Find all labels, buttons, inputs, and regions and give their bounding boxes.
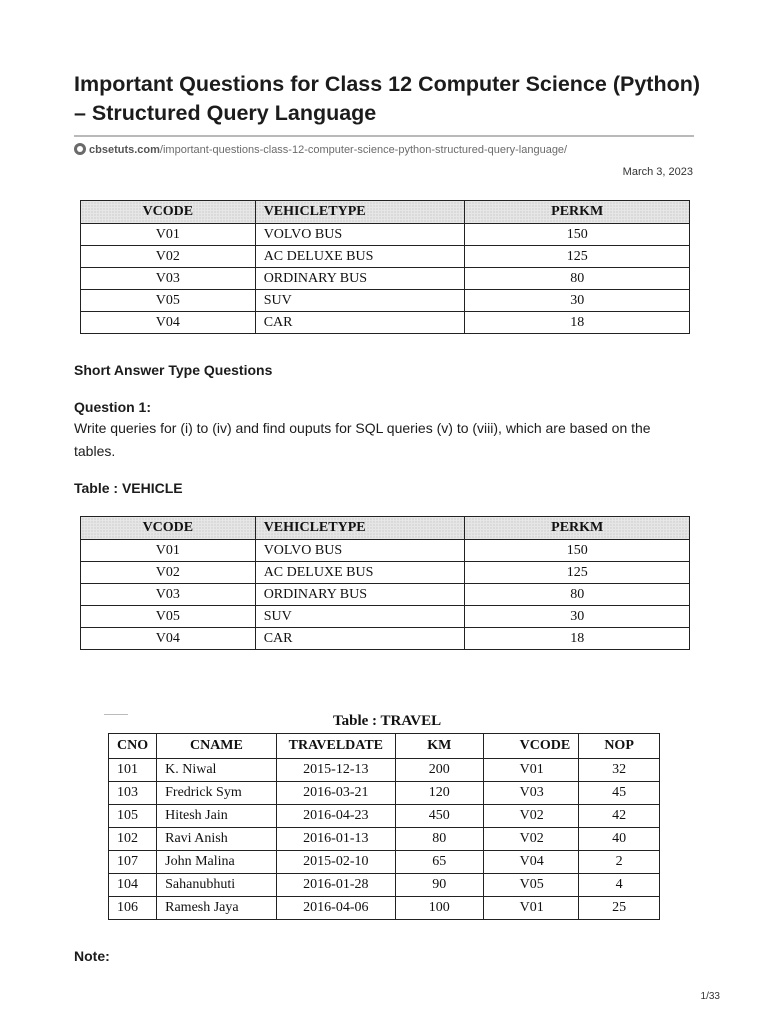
table-row xyxy=(109,874,660,897)
table-cell: 45 xyxy=(579,782,660,805)
table-cell: 2016-01-13 xyxy=(276,828,395,851)
table-cell: 101 xyxy=(109,759,157,782)
table-cell: VOLVO BUS xyxy=(255,224,465,246)
table-cell: 120 xyxy=(395,782,483,805)
table-cell: 125 xyxy=(465,246,690,268)
table-cell: 102 xyxy=(109,828,157,851)
scan-artifact xyxy=(104,714,128,715)
table-cell: 200 xyxy=(395,759,483,782)
source-domain[interactable]: cbsetuts.com xyxy=(89,144,160,156)
publish-date: March 3, 2023 xyxy=(622,166,693,178)
table-cell: ORDINARY BUS xyxy=(255,584,465,606)
table-cell: John Malina xyxy=(157,851,277,874)
note-label: Note: xyxy=(74,948,110,964)
table-cell: V02 xyxy=(483,805,579,828)
column-header: VEHICLETYPE xyxy=(255,517,465,540)
table-row xyxy=(81,540,690,562)
table-cell: 80 xyxy=(465,584,690,606)
table-cell: CAR xyxy=(255,628,465,650)
table-cell: VOLVO BUS xyxy=(255,540,465,562)
table-cell: AC DELUXE BUS xyxy=(255,562,465,584)
source-url[interactable] xyxy=(74,143,567,156)
table-cell: 30 xyxy=(465,290,690,312)
table-cell: 107 xyxy=(109,851,157,874)
table-cell: 450 xyxy=(395,805,483,828)
table-cell: 150 xyxy=(465,540,690,562)
table-cell: 30 xyxy=(465,606,690,628)
table-cell: V03 xyxy=(81,268,256,290)
travel-table-caption: Table : TRAVEL xyxy=(333,713,442,729)
table-cell: V01 xyxy=(81,224,256,246)
title-divider xyxy=(74,135,694,137)
table-cell: ORDINARY BUS xyxy=(255,268,465,290)
table-header-row xyxy=(109,734,660,759)
table-cell: 125 xyxy=(465,562,690,584)
table-cell: V04 xyxy=(483,851,579,874)
table-cell: 18 xyxy=(465,312,690,334)
table-row xyxy=(109,897,660,920)
table-header-row xyxy=(81,517,690,540)
table-cell: 100 xyxy=(395,897,483,920)
table-cell: V02 xyxy=(81,562,256,584)
table-cell: 2015-02-10 xyxy=(276,851,395,874)
table-cell: 2016-04-23 xyxy=(276,805,395,828)
table-cell: Ravi Anish xyxy=(157,828,277,851)
table-row xyxy=(81,224,690,246)
table-cell: 106 xyxy=(109,897,157,920)
table-cell: 80 xyxy=(395,828,483,851)
table-cell: Ramesh Jaya xyxy=(157,897,277,920)
column-header: VCODE xyxy=(81,517,256,540)
table-cell: V05 xyxy=(81,290,256,312)
column-header: CNAME xyxy=(157,734,277,759)
table-cell: 105 xyxy=(109,805,157,828)
table-cell: V01 xyxy=(483,897,579,920)
table-row xyxy=(109,782,660,805)
vehicle-table-top xyxy=(80,200,690,334)
table-cell: V02 xyxy=(81,246,256,268)
table-header-row xyxy=(81,201,690,224)
table-cell: V01 xyxy=(483,759,579,782)
table-row xyxy=(109,759,660,782)
table-row xyxy=(81,312,690,334)
column-header: VCODE xyxy=(81,201,256,224)
column-header: VEHICLETYPE xyxy=(255,201,465,224)
column-header: CNO xyxy=(109,734,157,759)
table-row xyxy=(81,606,690,628)
vehicle-table xyxy=(80,516,690,650)
table-cell: K. Niwal xyxy=(157,759,277,782)
table-cell: 65 xyxy=(395,851,483,874)
table-cell: V05 xyxy=(483,874,579,897)
table-row xyxy=(81,268,690,290)
table-row xyxy=(109,851,660,874)
table-cell: 2015-12-13 xyxy=(276,759,395,782)
table-cell: V05 xyxy=(81,606,256,628)
column-header: KM xyxy=(395,734,483,759)
table-cell: 40 xyxy=(579,828,660,851)
question-text: Write queries for (i) to (iv) and find ouputs for SQL queries (v) to (viii), which are based on the tables. xyxy=(74,420,651,459)
table-row xyxy=(81,584,690,606)
page-number: 1/33 xyxy=(700,991,720,1002)
table-cell: V02 xyxy=(483,828,579,851)
table-cell: 80 xyxy=(465,268,690,290)
table-cell: V03 xyxy=(81,584,256,606)
table-cell: 2016-01-28 xyxy=(276,874,395,897)
table-cell: Sahanubhuti xyxy=(157,874,277,897)
table-cell: Hitesh Jain xyxy=(157,805,277,828)
table-cell: 103 xyxy=(109,782,157,805)
column-header: PERKM xyxy=(465,201,690,224)
table-cell: 150 xyxy=(465,224,690,246)
column-header: TRAVELDATE xyxy=(276,734,395,759)
column-header: PERKM xyxy=(465,517,690,540)
table-cell: 32 xyxy=(579,759,660,782)
source-path[interactable]: /important-questions-class-12-computer-science-python-structured-query-language/ xyxy=(159,144,568,156)
table-row xyxy=(81,628,690,650)
table-cell: 2016-04-06 xyxy=(276,897,395,920)
table-cell: 42 xyxy=(579,805,660,828)
table-cell: V01 xyxy=(81,540,256,562)
table-cell: V03 xyxy=(483,782,579,805)
table-row xyxy=(109,805,660,828)
table-cell: V04 xyxy=(81,628,256,650)
table-row xyxy=(81,290,690,312)
table-cell: 2 xyxy=(579,851,660,874)
table-cell: V04 xyxy=(81,312,256,334)
travel-table xyxy=(108,733,660,920)
table-cell: Fredrick Sym xyxy=(157,782,277,805)
table-cell: 2016-03-21 xyxy=(276,782,395,805)
table-row xyxy=(81,562,690,584)
table-cell: 104 xyxy=(109,874,157,897)
table-cell: 90 xyxy=(395,874,483,897)
short-answer-heading: Short Answer Type Questions xyxy=(74,362,273,378)
table-cell: 4 xyxy=(579,874,660,897)
table-cell: 18 xyxy=(465,628,690,650)
table-cell: CAR xyxy=(255,312,465,334)
question-label: Question 1: xyxy=(74,399,152,415)
page-title: Important Questions for Class 12 Computer Science (Python) – Structured Query Language xyxy=(74,72,700,125)
column-header: NOP xyxy=(579,734,660,759)
table-cell: SUV xyxy=(255,606,465,628)
table-row xyxy=(109,828,660,851)
table-cell: SUV xyxy=(255,290,465,312)
table-cell: 25 xyxy=(579,897,660,920)
table-cell: AC DELUXE BUS xyxy=(255,246,465,268)
vehicle-table-label: Table : VEHICLE xyxy=(74,480,183,496)
column-header: VCODE xyxy=(483,734,579,759)
site-logo-icon xyxy=(74,143,86,155)
table-row xyxy=(81,246,690,268)
